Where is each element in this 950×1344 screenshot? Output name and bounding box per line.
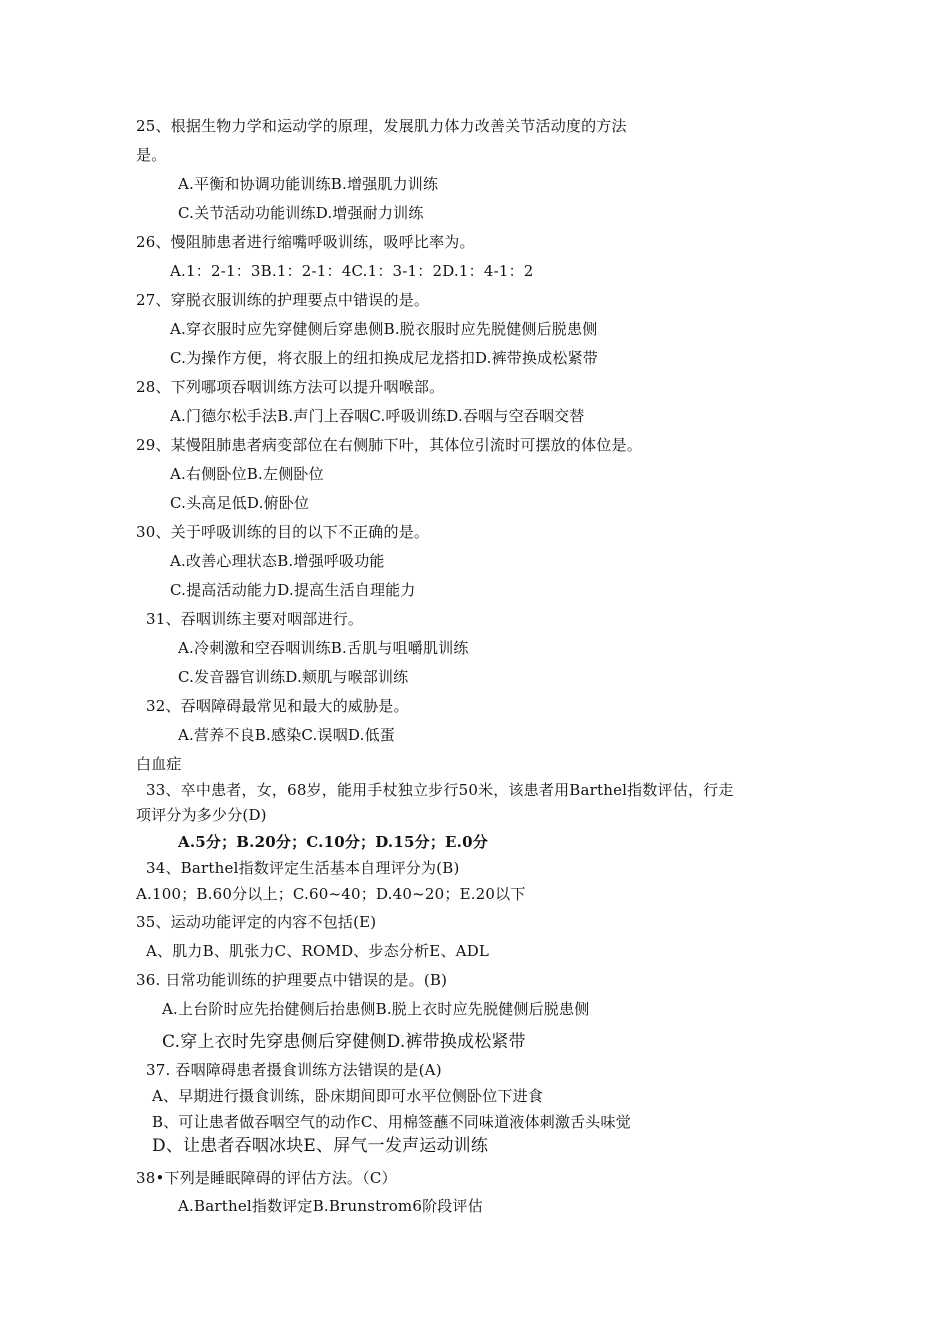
question-35-options: A、肌力B、肌张力C、ROMD、步态分析E、ADL: [146, 942, 490, 960]
question-26-stem: 26、慢阻肺患者进行缩嘴呼吸训练，吸呼比率为。: [136, 233, 475, 251]
question-32-options: A.营养不良B.感染C.误咽D.低蛋: [178, 726, 395, 744]
question-36-options-cd: C.穿上衣时先穿患侧后穿健侧D.裤带换成松紧带: [162, 1032, 526, 1052]
question-26-options: A.1：2-1：3B.1：2-1：4C.1：3-1：2D.1：4-1：2: [170, 262, 534, 280]
question-28-options: A.门德尔松手法B.声门上吞咽C.呼吸训练D.吞咽与空吞咽交替: [170, 407, 585, 425]
question-33-stem: 33、卒中患者，女，68岁，能用手杖独立步行50米，该患者用Barthel指数评估，行走: [146, 781, 734, 799]
question-36-options-ab: A.上台阶时应先抬健侧后抬患侧B.脱上衣时应先脱健侧后脱患侧: [162, 1000, 590, 1018]
question-32-options-continued: 白血症: [136, 755, 182, 773]
question-35-stem: 35、运动功能评定的内容不包括(E): [136, 913, 377, 931]
question-32-stem: 32、吞咽障碍最常见和最大的威胁是。: [146, 697, 409, 715]
question-36-stem: 36. 日常功能训练的护理要点中错误的是。(B): [136, 971, 448, 989]
question-27-stem: 27、穿脱衣服训练的护理要点中错误的是。: [136, 291, 430, 309]
question-30-options-ab: A.改善心理状态B.增强呼吸功能: [170, 552, 385, 570]
question-38-stem: 38•下列是睡眠障碍的评估方法。（C）: [136, 1169, 397, 1187]
question-29-options-ab: A.右侧卧位B.左侧卧位: [170, 465, 324, 483]
question-25-stem: 25、根据生物力学和运动学的原理，发展肌力体力改善关节活动度的方法: [136, 117, 627, 135]
question-29-stem: 29、某慢阻肺患者病变部位在右侧肺下叶，其体位引流时可摆放的体位是。: [136, 436, 642, 454]
question-33-stem-continued: 项评分为多少分(D): [136, 806, 267, 824]
question-30-options-cd: C.提高活动能力D.提高生活自理能力: [170, 581, 416, 599]
question-27-options-ab: A.穿衣服时应先穿健侧后穿患侧B.脱衣服时应先脱健侧后脱患侧: [170, 320, 598, 338]
question-33-options: A.5分；B.20分；C.10分；D.15分；E.0分: [178, 833, 488, 851]
question-27-options-cd: C.为操作方便，将衣服上的纽扣换成尼龙搭扣D.裤带换成松紧带: [170, 349, 598, 367]
question-25-stem-continued: 是。: [136, 146, 167, 164]
question-37-option-a: A、早期进行摄食训练，卧床期间即可水平位侧卧位下进食: [152, 1087, 544, 1105]
question-37-options-bc: B、可让患者做吞咽空气的动作C、用棉签蘸不同味道液体刺激舌头味觉: [152, 1113, 631, 1131]
question-34-stem: 34、Barthel指数评定生活基本自理评分为(B): [146, 859, 460, 877]
question-38-options-ab: A.Barthel指数评定B.Brunstrom6阶段评估: [178, 1197, 483, 1215]
question-31-options-cd: C.发音器官训练D.颊肌与喉部训练: [178, 668, 409, 686]
question-34-options: A.100；B.60分以上；C.60~40；D.40~20；E.20以下: [136, 885, 526, 903]
question-31-options-ab: A.冷刺激和空吞咽训练B.舌肌与咀嚼肌训练: [178, 639, 469, 657]
question-30-stem: 30、关于呼吸训练的目的以下不正确的是。: [136, 523, 430, 541]
question-28-stem: 28、下列哪项吞咽训练方法可以提升咽喉部。: [136, 378, 445, 396]
question-37-options-de: D、让患者吞咽冰块E、屏气一发声运动训练: [152, 1136, 489, 1156]
question-25-options-ab: A.平衡和协调功能训练B.增强肌力训练: [178, 175, 439, 193]
question-37-stem: 37. 吞咽障碍患者摄食训练方法错误的是(A): [146, 1061, 442, 1079]
question-31-stem: 31、吞咽训练主要对咽部进行。: [146, 610, 364, 628]
question-25-options-cd: C.关节活动功能训练D.增强耐力训练: [178, 204, 424, 222]
question-29-options-cd: C.头高足低D.俯卧位: [170, 494, 310, 512]
